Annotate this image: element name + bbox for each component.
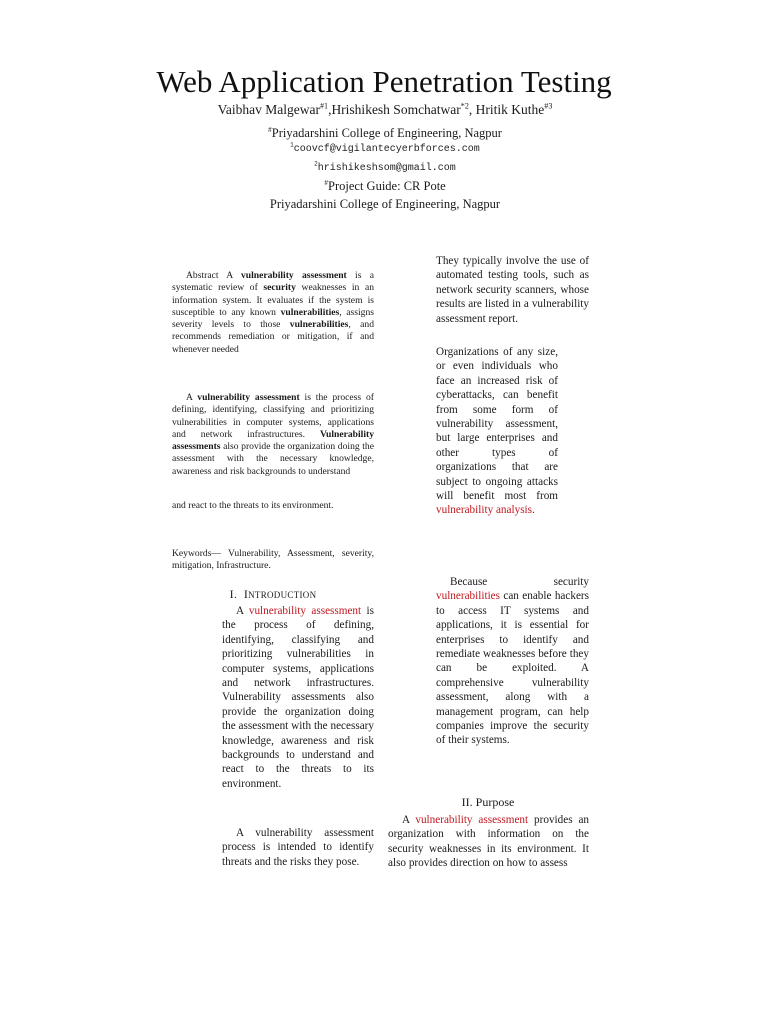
para2-text-3: also provide the organization doing the assessment with the necessary knowledge, awareness and risk backgrounds to understand — [172, 441, 374, 477]
section-1-rest: NTRODUCTION — [248, 590, 317, 600]
email-1-mark: 1 — [290, 141, 294, 149]
right3-text-2: can enable hackers to access IT systems and applications, it is essential for enterprises to identify and remediate weaknesses before they can be exploited. A comprehensive vulnerability assessment, along with a management program, can help companies improve the security of their systems. — [436, 590, 589, 747]
affiliation-2: Priyadarshini College of Engineering, Nagpur — [269, 197, 501, 211]
abstract-text-4: , assigns severity levels to those — [172, 306, 375, 331]
intro-red-1: vulnerability assessment — [248, 605, 362, 617]
section-1-initial: I — [243, 587, 249, 601]
section-heading-purpose: II. Purpose — [461, 795, 515, 809]
purpose-red-1: vulnerability assessment — [415, 814, 529, 826]
email-2 — [230, 160, 540, 174]
intro-text-2: is the process of defining, identifying, classifying and prioritizing vulnerabilities in computer systems, applications and network infrastructures. Vulnerability assessments also provide the organization doing the assessment with the necessary knowledge, awareness and risk backgrounds to understand and react to the threats to its environment. — [222, 605, 374, 790]
right2-red-1: vulnerability analysis — [436, 504, 533, 517]
author-3-mark: #3 — [544, 101, 553, 111]
right-paragraph-because — [436, 575, 589, 748]
purpose-text-1: A — [402, 814, 416, 826]
para2-bold-2: Vulnerability assessments — [172, 428, 374, 453]
affiliation-1-mark: # — [268, 124, 272, 134]
abstract-text-3: weaknesses in an information system. It evaluates if the system is susceptible to any known — [172, 282, 374, 318]
right3-text-1: Because security — [450, 576, 589, 588]
abstract-text-5: , and recommends remediation or mitigation, if and whenever needed — [172, 319, 374, 355]
abstract-paragraph-2 — [172, 392, 374, 478]
email-2-mark: 2 — [314, 160, 318, 168]
email-1 — [230, 141, 540, 155]
para2-text-2: is the process of defining, identifying, classifying and prioritizing vulnerabilities in computer systems, applications and network infrastructures. — [172, 392, 374, 440]
keywords: Keywords— Vulnerability, Assessment, severity, mitigation, Infrastructure. — [172, 548, 374, 572]
introduction-paragraph — [222, 604, 374, 791]
purpose-paragraph — [388, 813, 589, 871]
right-paragraph-tools: They typically involve the use of automated testing tools, such as network security scanners, whose results are listed in a vulnerability assessment report. — [436, 255, 589, 325]
abstract-bold-2: security — [263, 282, 296, 294]
abstract-text-1: Abstract A — [186, 270, 241, 281]
intro-text-1: A — [236, 605, 249, 617]
abstract-bold-3: vulnerabilities — [280, 306, 340, 318]
abstract-text-2: is a systematic review of — [172, 270, 374, 294]
email-2-text: hrishikeshsom@gmail.com — [317, 163, 456, 174]
purpose-text-2: provides an organization with information on the security weaknesses in its environment. It also provides direction on how to assess — [388, 814, 590, 870]
email-1-text: coovcf@vigilantecyerbforces.com — [293, 144, 480, 155]
author-1-mark: #1 — [319, 101, 329, 111]
right2-text-2: . — [532, 504, 535, 517]
abstract-bold-1: vulnerability assessment — [240, 270, 347, 281]
abstract-bold-4: vulnerabilities — [289, 319, 349, 331]
affiliation-1 — [220, 126, 550, 141]
introduction-paragraph-2: A vulnerability assessment process is intended to identify threats and the risks they pose. — [222, 827, 374, 868]
right-paragraph-organizations — [436, 345, 558, 518]
author-2: ,Hrishikesh Somchatwar — [328, 102, 461, 117]
project-guide-mark: # — [324, 177, 329, 187]
para2-bold-1: vulnerability assessment — [197, 392, 300, 403]
project-guide-text: Project Guide: CR Pote — [328, 179, 446, 193]
author-2-mark: *2 — [460, 101, 469, 111]
abstract-paragraph-2-last-line: and react to the threats to its environment. — [172, 500, 334, 511]
paper-title: Web Application Penetration Testing — [156, 64, 612, 99]
author-list — [190, 102, 580, 118]
section-heading-introduction — [172, 587, 374, 602]
right2-text-1: Organizations of any size, or even individuals who face an increased risk of cyberattacks, can benefit from some form of vulnerability assessment, but large enterprises and other types of organizations that are subject to ongoing attacks will benefit most from — [436, 346, 558, 503]
right3-red-1: vulnerabilities — [436, 590, 501, 603]
section-1-number: I. — [229, 587, 238, 601]
abstract-paragraph — [172, 270, 374, 356]
para2-text-1: A — [186, 392, 198, 403]
author-3: , Hritik Kuthe — [468, 102, 545, 117]
author-1: Vaibhav Malgewar — [217, 102, 320, 117]
project-guide — [230, 179, 540, 194]
affiliation-1-text: Priyadarshini College of Engineering, Nagpur — [271, 126, 502, 140]
